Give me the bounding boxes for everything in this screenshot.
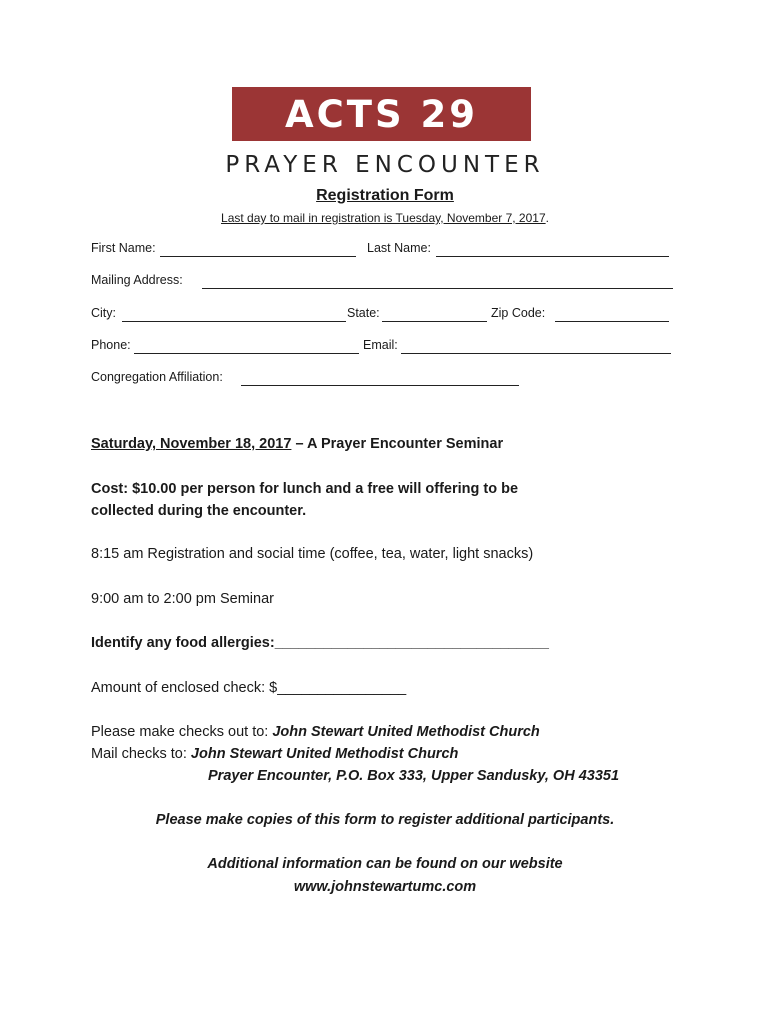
event-date: Saturday, November 18, 2017: [91, 436, 292, 452]
congregation-field[interactable]: [241, 385, 519, 386]
first-name-label: First Name:: [91, 241, 156, 255]
food-allergies-field[interactable]: Identify any food allergies:__________________________________: [91, 635, 549, 651]
deadline-text: Last day to mail in registration is Tuesday, November 7, 2017: [221, 211, 546, 225]
email-label: Email:: [363, 338, 398, 352]
state-label: State:: [347, 306, 380, 320]
deadline-note: [0, 211, 770, 225]
mail-checks-line: [91, 746, 458, 762]
deadline-period: .: [545, 211, 549, 225]
zip-code-label: Zip Code:: [491, 306, 546, 320]
copies-note: Please make copies of this form to register additional participants.: [155, 812, 615, 828]
checks-payable-line: [91, 724, 540, 740]
phone-label: Phone:: [91, 338, 131, 352]
website-info: Additional information can be found on our website: [207, 856, 563, 872]
last-name-label: Last Name:: [367, 241, 431, 255]
congregation-label: Congregation Affiliation:: [91, 370, 223, 384]
first-name-field[interactable]: [160, 256, 356, 257]
check-amount-field[interactable]: Amount of enclosed check: $________________: [91, 680, 407, 696]
state-field[interactable]: [382, 321, 487, 322]
last-name-field[interactable]: [436, 256, 669, 257]
subtitle: PRAYER ENCOUNTER: [225, 152, 545, 178]
form-title: Registration Form: [316, 187, 454, 204]
mailing-address-label: Mailing Address:: [91, 273, 183, 287]
website-url[interactable]: www.johnstewartumc.com: [293, 879, 477, 895]
city-label: City:: [91, 306, 116, 320]
cost-line-1: Cost: $10.00 per person for lunch and a free will offering to be: [91, 481, 519, 497]
email-field[interactable]: [401, 353, 671, 354]
title-banner: ACTS 29: [232, 87, 531, 141]
checks-payable-label: Please make checks out to:: [91, 724, 273, 740]
mail-address-line-2: Prayer Encounter, P.O. Box 333, Upper Sandusky, OH 43351: [208, 768, 620, 784]
city-field[interactable]: [122, 321, 346, 322]
checks-payable-to: John Stewart United Methodist Church: [272, 724, 540, 740]
event-heading: [91, 436, 503, 452]
mail-address-line-1: John Stewart United Methodist Church: [190, 746, 459, 762]
schedule-seminar: 9:00 am to 2:00 pm Seminar: [91, 591, 274, 607]
mailing-address-field[interactable]: [202, 288, 673, 289]
zip-code-field[interactable]: [555, 321, 669, 322]
cost-line-2: collected during the encounter.: [91, 503, 307, 519]
event-title: – A Prayer Encounter Seminar: [291, 436, 504, 452]
phone-field[interactable]: [134, 353, 359, 354]
mail-checks-label: Mail checks to:: [91, 746, 191, 762]
schedule-registration: 8:15 am Registration and social time (coffee, tea, water, light snacks): [91, 546, 534, 562]
